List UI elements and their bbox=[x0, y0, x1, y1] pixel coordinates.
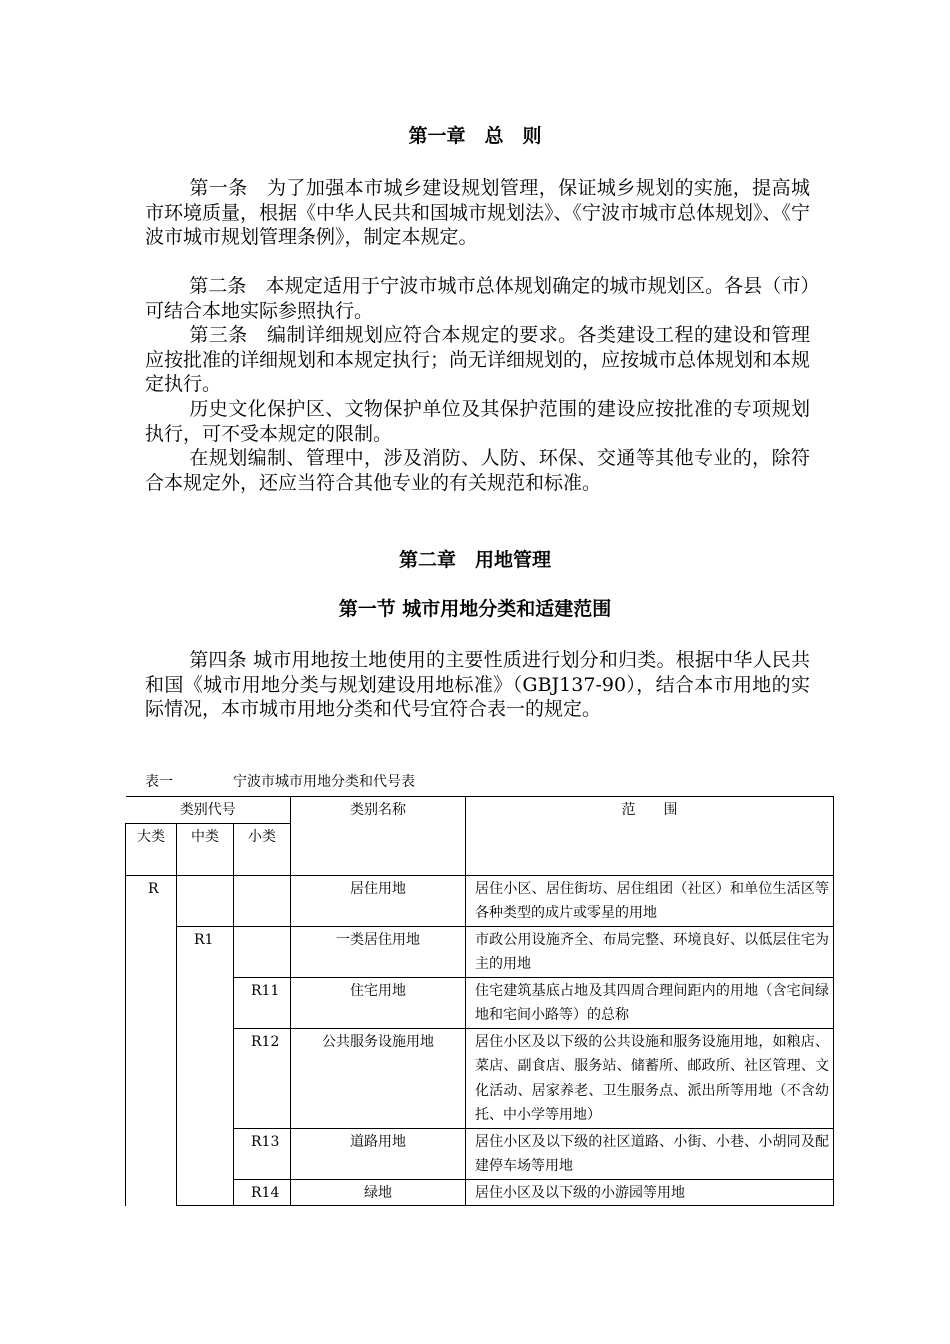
category-name: 住宅用地 bbox=[291, 977, 466, 1028]
land-use-classification-table bbox=[125, 796, 834, 1206]
category-scope: 市政公用设施齐全、布局完整、环境良好、以低层住宅为主的用地 bbox=[466, 926, 834, 977]
category-scope: 居住小区及以下级的小游园等用地 bbox=[466, 1179, 834, 1206]
article-3: 第三条 编制详细规划应符合本规定的要求。各类建设工程的建设和管理应按批准的详细规划和本规定执行；尚无详细规划的，应按城市总体规划和本规定执行。 bbox=[145, 324, 811, 395]
header-minor: 小类 bbox=[234, 823, 291, 875]
chapter-2-title: 第二章 用地管理 bbox=[398, 549, 551, 571]
table-header-row bbox=[126, 797, 834, 824]
chapter-1-title: 第一章 总 则 bbox=[408, 125, 542, 147]
minor-code: R13 bbox=[234, 1128, 291, 1179]
table-caption-label: 表一 bbox=[145, 774, 173, 790]
table-row bbox=[126, 875, 834, 926]
article-1: 第一条 为了加强本市城乡建设规划管理，保证城乡规划的实施，提高城市环境质量，根据《中华人民共和国城市规划法》、《宁波市城市总体规划》、《宁波市城市规划管理条例》，制定本规定。 bbox=[145, 177, 811, 248]
section-1-title: 第一节 城市用地分类和适建范围 bbox=[338, 598, 612, 620]
category-name: 道路用地 bbox=[291, 1128, 466, 1179]
category-name: 居住用地 bbox=[291, 875, 466, 926]
category-name: 绿地 bbox=[291, 1179, 466, 1206]
article-3-paragraph-2: 历史文化保护区、文物保护单位及其保护范围的建设应按批准的专项规划执行，可不受本规定的限制。 bbox=[145, 398, 810, 445]
minor-code bbox=[234, 926, 291, 977]
table-caption bbox=[145, 773, 415, 791]
header-scope: 范 围 bbox=[466, 797, 834, 876]
header-code-group: 类别代号 bbox=[126, 797, 291, 824]
category-scope: 居住小区及以下级的社区道路、小街、小巷、小胡同及配建停车场等用地 bbox=[466, 1128, 834, 1179]
category-name: 公共服务设施用地 bbox=[291, 1028, 466, 1128]
minor-code: R12 bbox=[234, 1028, 291, 1128]
header-middle: 中类 bbox=[177, 823, 234, 875]
minor-code: R11 bbox=[234, 977, 291, 1028]
table-row bbox=[126, 926, 834, 977]
header-major: 大类 bbox=[126, 823, 177, 875]
table-caption-title: 宁波市城市用地分类和代号表 bbox=[233, 774, 415, 790]
minor-code bbox=[234, 875, 291, 926]
middle-code: R1 bbox=[177, 926, 234, 1206]
category-scope: 住宅建筑基底占地及其四周合理间距内的用地（含宅间绿地和宅间小路等）的总称 bbox=[466, 977, 834, 1028]
minor-code: R14 bbox=[234, 1179, 291, 1206]
category-name: 一类居住用地 bbox=[291, 926, 466, 977]
category-scope: 居住小区及以下级的公共设施和服务设施用地，如粮店、菜店、副食店、服务站、储蓄所、邮政所、社区管理、文化活动、居家养老、卫生服务点、派出所等用地（不含幼托、中小学等用地） bbox=[466, 1028, 834, 1128]
header-name: 类别名称 bbox=[291, 797, 466, 876]
middle-code bbox=[177, 875, 234, 926]
article-2: 第二条 本规定适用于宁波市城市总体规划确定的城市规划区。各县（市）可结合本地实际参照执行。 bbox=[145, 275, 810, 322]
article-4: 第四条 城市用地按土地使用的主要性质进行划分和归类。根据中华人民共和国《城市用地分类与规划建设用地标准》（GBJ137-90），结合本市用地的实际情况，本市城市用地分类和代号宜符合表一的规定。 bbox=[145, 649, 810, 720]
category-scope: 居住小区、居住街坊、居住组团（社区）和单位生活区等各种类型的成片或零星的用地 bbox=[466, 875, 834, 926]
article-3-paragraph-3: 在规划编制、管理中，涉及消防、人防、环保、交通等其他专业的，除符合本规定外，还应当符合其他专业的有关规范和标准。 bbox=[145, 447, 810, 494]
major-code: R bbox=[126, 875, 177, 1206]
